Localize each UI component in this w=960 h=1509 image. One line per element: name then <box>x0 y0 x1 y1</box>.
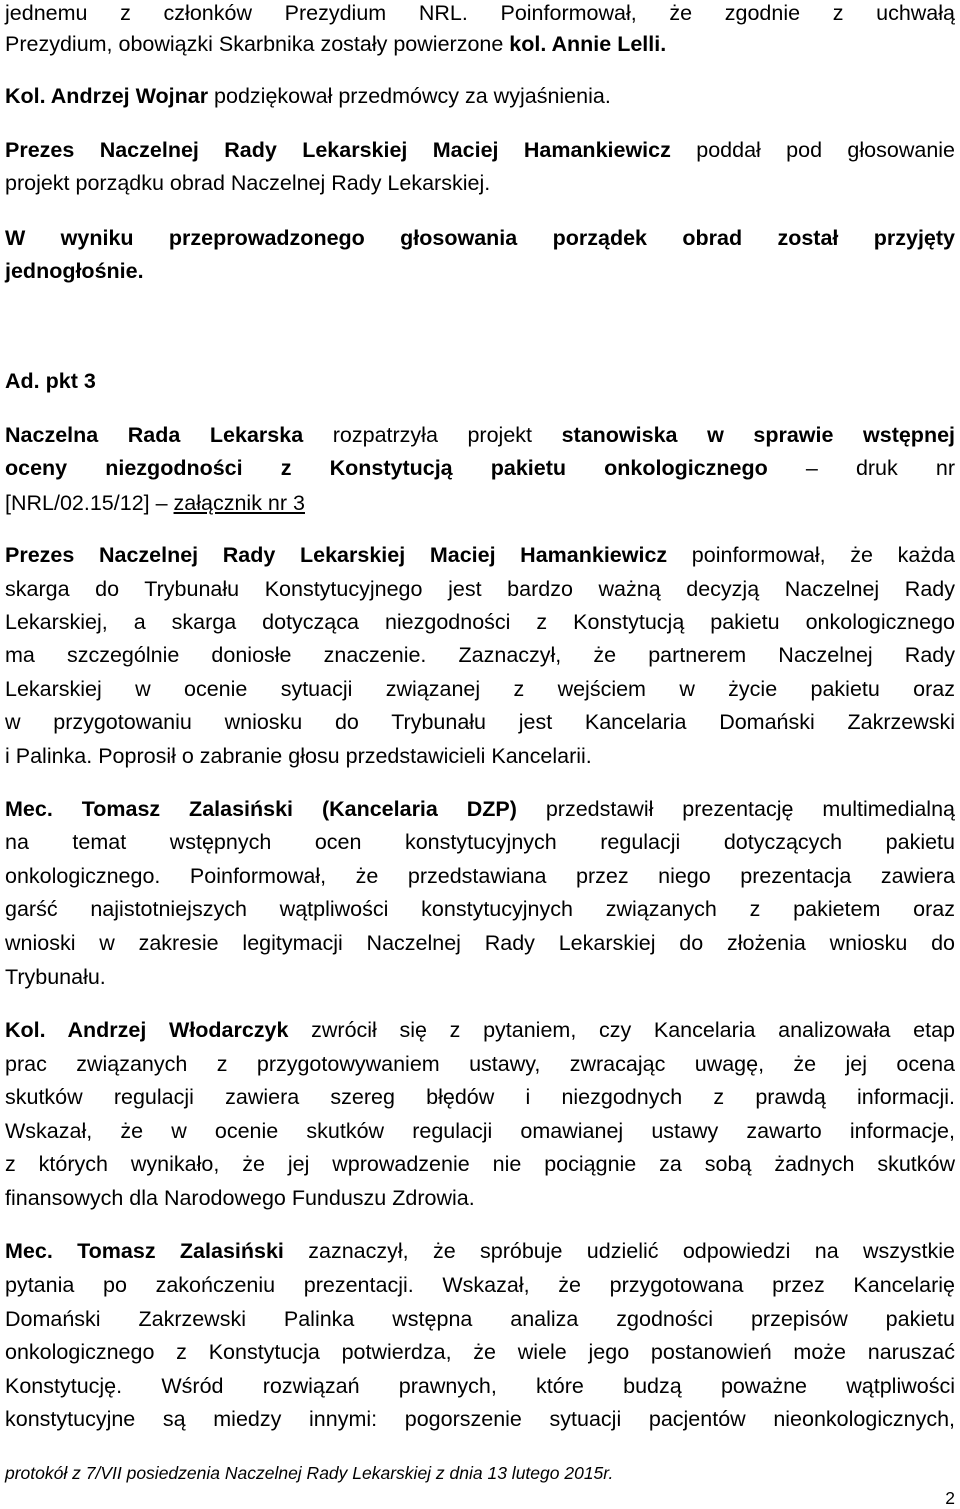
bold-text: jednogłośnie. <box>5 259 144 283</box>
text-segment: ma szczególnie doniosłe znaczenie. Zaznaczył, że partnerem Naczelnej Rady <box>5 643 955 667</box>
text-segment: podziękował przedmówcy za wyjaśnienia. <box>208 84 611 108</box>
bold-text: Kol. Andrzej Wojnar <box>5 84 209 108</box>
text-segment: zwrócił się z pytaniem, czy Kancelaria analizowała etap <box>288 1018 955 1042</box>
text-segment: finansowych dla Narodowego Funduszu Zdrowia. <box>5 1186 475 1210</box>
text-line <box>5 1373 955 1399</box>
text-line <box>5 31 955 57</box>
text-line <box>5 1051 955 1077</box>
text-line <box>5 137 955 163</box>
bold-text: Ad. pkt 3 <box>5 369 96 393</box>
text-line <box>5 225 955 251</box>
text-line <box>5 1185 955 1211</box>
text-line <box>5 1151 955 1177</box>
text-segment: onkologicznego. Poinformował, że przedstawiana przez niego prezentacja zawiera <box>5 864 955 888</box>
text-segment: – druk nr <box>767 456 955 480</box>
page-number: 2 <box>945 1488 955 1508</box>
text-segment: Trybunału. <box>5 965 106 989</box>
text-line <box>5 743 955 769</box>
text-line <box>5 930 955 956</box>
text-segment: Lekarskiej w ocenie sytuacji związanej z wejściem w życie pakietu oraz <box>5 677 955 701</box>
bold-text: W wyniku przeprowadzonego głosowania porządek obrad został przyjęty <box>5 226 955 250</box>
text-line <box>5 1084 955 1110</box>
text-line <box>5 896 955 922</box>
bold-text: oceny niezgodności z Konstytucją pakietu onkologicznego <box>5 456 768 480</box>
text-segment: jednemu z członków Prezydium NRL. Poinformował, że zgodnie z uchwałą <box>5 1 955 25</box>
bold-text: kol. Annie Lelli. <box>509 32 667 56</box>
text-line <box>5 258 955 284</box>
text-line <box>5 455 955 481</box>
text-segment: [NRL/02.15/12] – <box>5 491 174 515</box>
text-segment: i Palinka. Poprosił o zabranie głosu przedstawicieli Kancelarii. <box>5 744 592 768</box>
text-segment: konstytucyjne są miedzy innymi: pogorszenie sytuacji pacjentów nieonkologicznych, <box>5 1407 955 1431</box>
page-footer: protokół z 7/VII posiedzenia Naczelnej Rady Lekarskiej z dnia 13 lutego 2015r. <box>5 1463 614 1483</box>
text-segment: z których wynikało, że jej wprowadzenie nie pociągnie za sobą żadnych skutków <box>5 1152 955 1176</box>
text-segment: Prezydium, obowiązki Skarbnika zostały powierzone <box>5 32 510 56</box>
text-line <box>5 1306 955 1332</box>
text-line <box>5 709 955 735</box>
text-segment: Konstytucję. Wśród rozwiązań prawnych, które budzą poważne wątpliwości <box>5 1374 955 1398</box>
text-segment: Wskazał, że w ocenie skutków regulacji omawianej ustawy zawarto informacje, <box>5 1119 955 1143</box>
text-line <box>5 422 955 448</box>
text-line <box>5 1406 955 1432</box>
text-segment: Lekarskiej, a skarga dotycząca niezgodności z Konstytucją pakietu onkologicznego <box>5 610 955 634</box>
text-line <box>5 609 955 635</box>
text-line <box>5 0 955 26</box>
bold-text: stanowiska w sprawie wstępnej <box>561 423 956 447</box>
text-line <box>5 1238 955 1264</box>
bold-text: Naczelna Rada Lekarska <box>5 423 304 447</box>
text-segment: w przygotowaniu wniosku do Trybunału jest Kancelaria Domański Zakrzewski <box>5 710 955 734</box>
text-line <box>5 829 955 855</box>
text-line <box>5 83 955 109</box>
text-line <box>5 576 955 602</box>
text-line <box>5 1339 955 1365</box>
bold-text: Mec. Tomasz Zalasiński <box>5 1239 284 1263</box>
text-line <box>5 1118 955 1144</box>
text-segment: poddał pod głosowanie <box>670 138 956 162</box>
text-segment: skarga do Trybunału Konstytucyjnego jest bardzo ważną decyzją Naczelnej Rady <box>5 577 955 601</box>
text-segment: Domański Zakrzewski Palinka wstępna analiza zgodności przepisów pakietu <box>5 1307 955 1331</box>
bold-text: Prezes Naczelnej Rady Lekarskiej Maciej Hamankiewicz <box>5 543 668 567</box>
bold-text: Mec. Tomasz Zalasiński (Kancelaria DZP) <box>5 797 517 821</box>
text-line <box>5 642 955 668</box>
text-line <box>5 964 955 990</box>
text-line <box>5 1017 955 1043</box>
text-segment: przedstawił prezentację multimedialną <box>516 797 955 821</box>
bold-text: Kol. Andrzej Włodarczyk <box>5 1018 289 1042</box>
text-segment: poinformował, że każda <box>667 543 955 567</box>
text-line <box>5 170 955 196</box>
underlined-text: załącznik nr 3 <box>173 491 305 515</box>
text-line <box>5 796 955 822</box>
text-segment: prac związanych z przygotowywaniem ustawy, zwracając uwagę, że jej ocena <box>5 1052 955 1076</box>
text-line <box>5 676 955 702</box>
text-segment: garść najistotniejszych wątpliwości konstytucyjnych związanych z pakietem oraz <box>5 897 955 921</box>
text-segment: rozpatrzyła projekt <box>303 423 562 447</box>
text-line <box>5 490 955 516</box>
text-segment: projekt porządku obrad Naczelnej Rady Lekarskiej. <box>5 171 491 195</box>
text-segment: skutków regulacji zawiera szereg błędów i niezgodnych z prawdą informacji. <box>5 1085 955 1109</box>
text-segment: pytania po zakończeniu prezentacji. Wskazał, że przygotowana przez Kancelarię <box>5 1273 955 1297</box>
text-segment: zaznaczył, że spróbuje udzielić odpowiedzi na wszystkie <box>283 1239 955 1263</box>
text-segment: wnioski w zakresie legitymacji Naczelnej Rady Lekarskiej do złożenia wniosku do <box>5 931 955 955</box>
text-segment: onkologicznego z Konstytucja potwierdza, że wiele jego postanowień może naruszać <box>5 1340 955 1364</box>
bold-text: Prezes Naczelnej Rady Lekarskiej Maciej Hamankiewicz <box>5 138 671 162</box>
text-segment: na temat wstępnych ocen konstytucyjnych regulacji dotyczących pakietu <box>5 830 955 854</box>
text-line <box>5 542 955 568</box>
text-line <box>5 368 955 394</box>
text-line <box>5 1272 955 1298</box>
text-line <box>5 863 955 889</box>
